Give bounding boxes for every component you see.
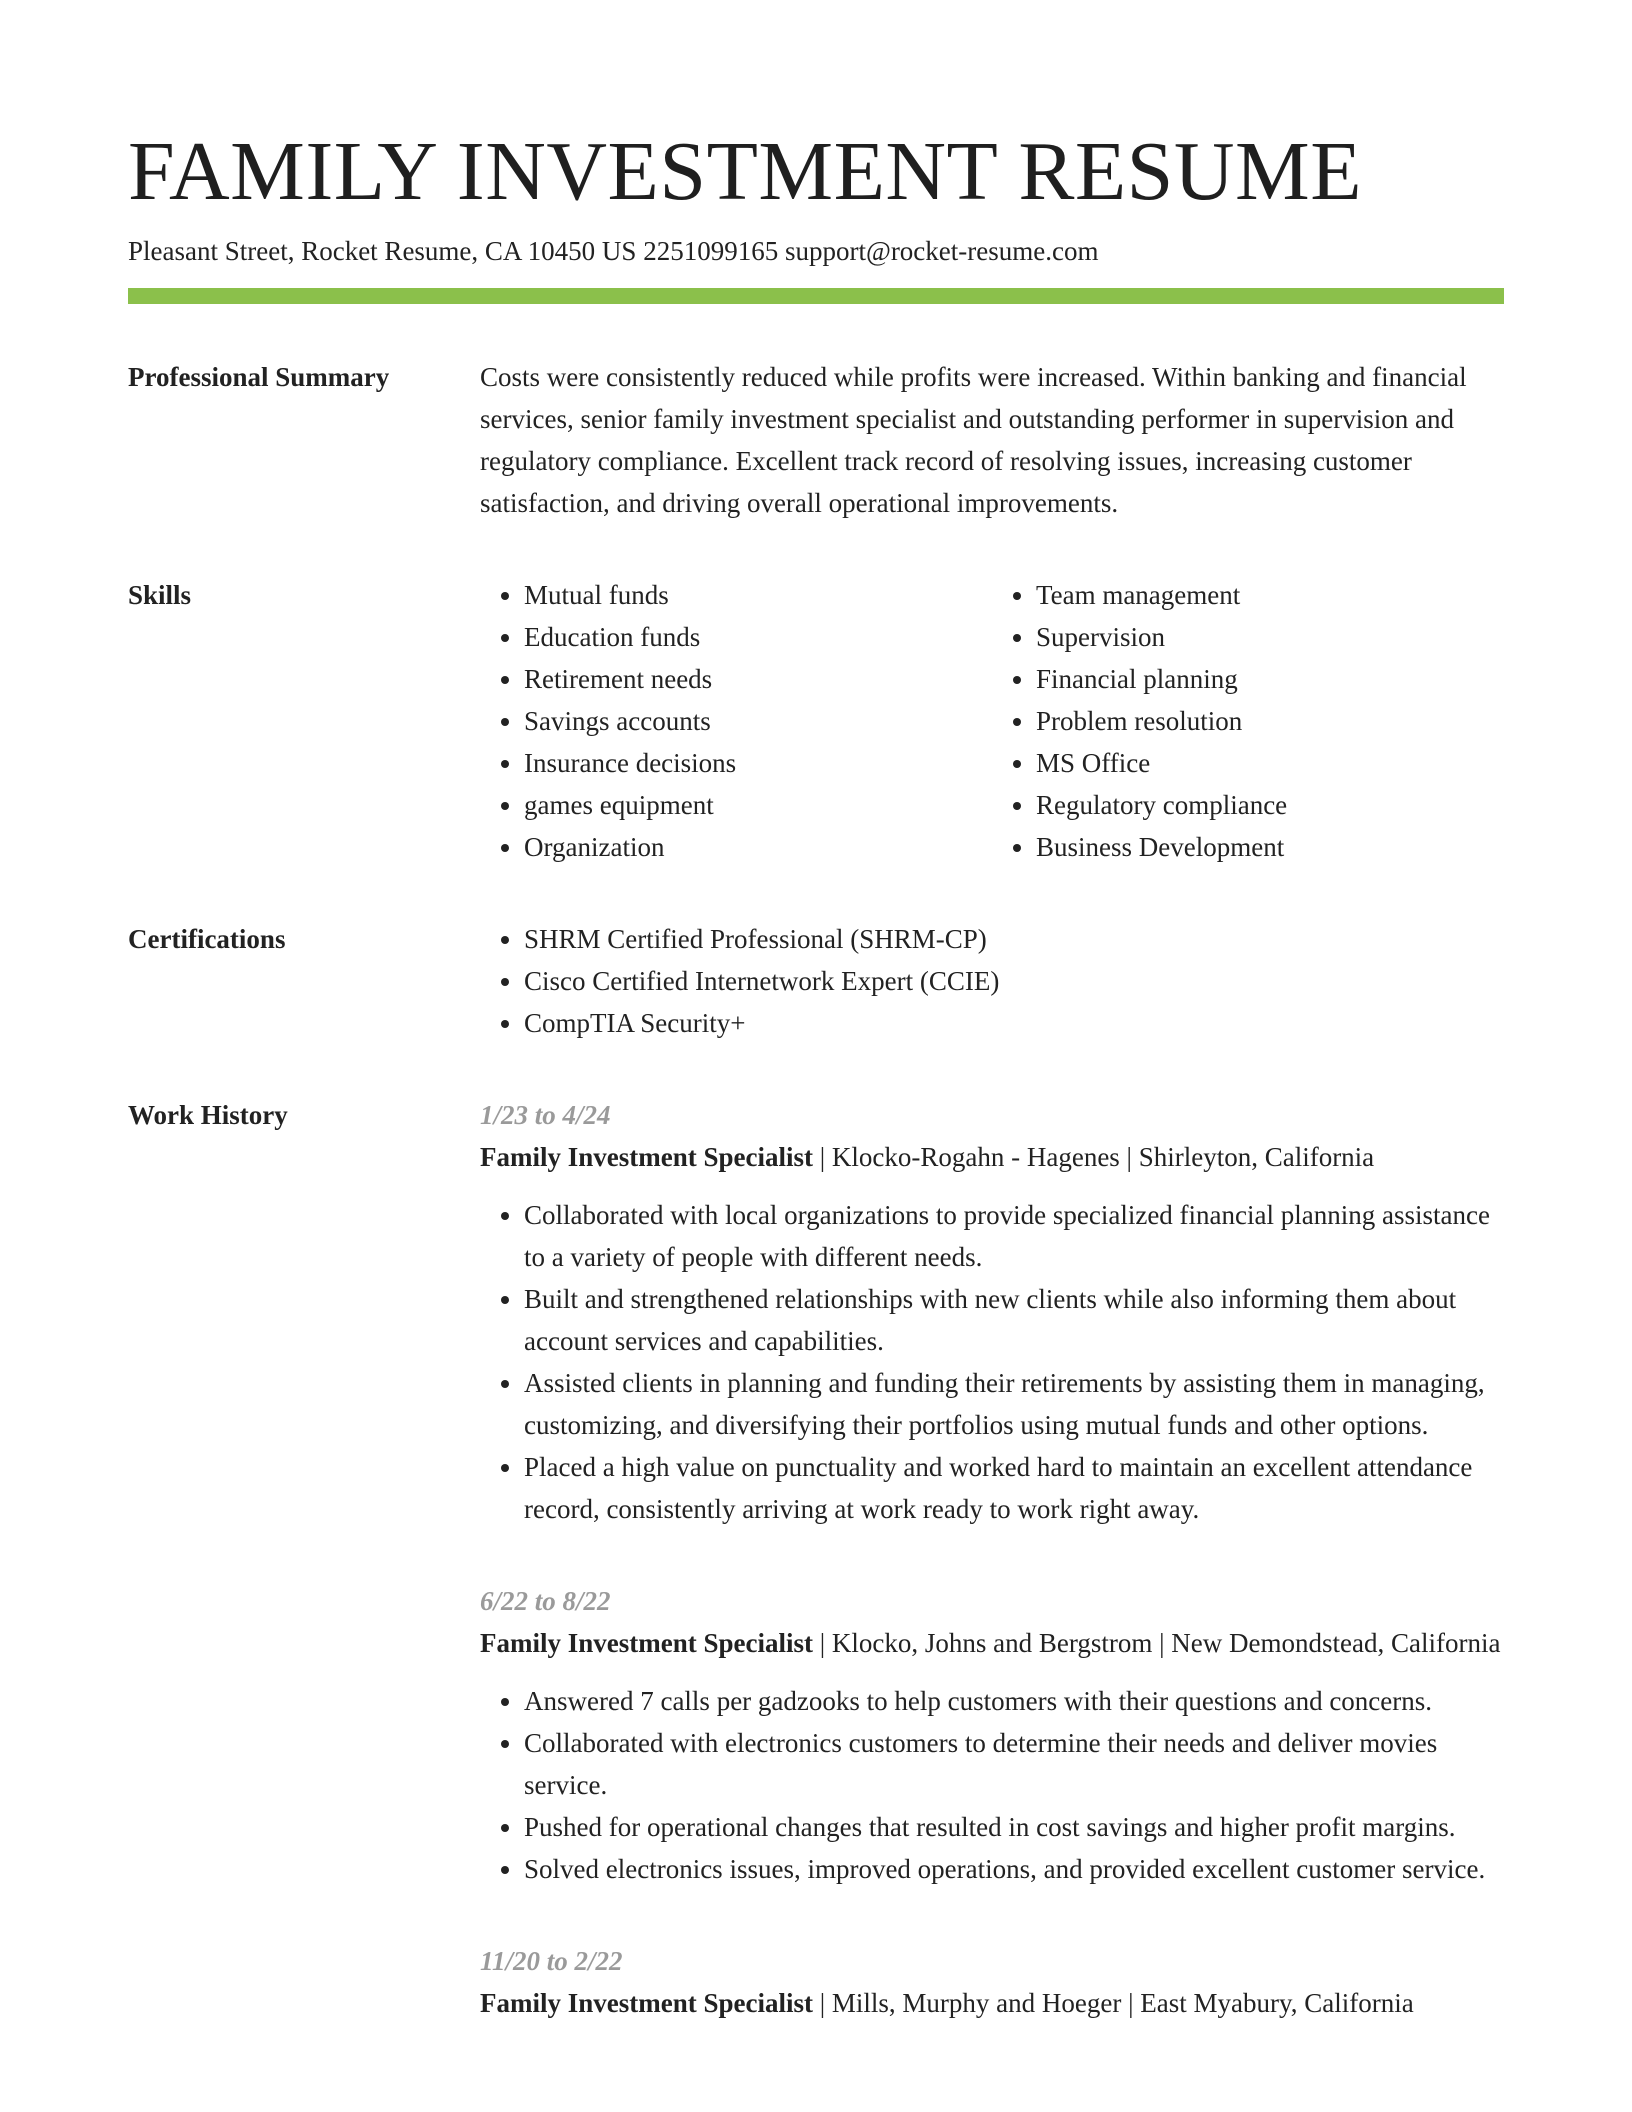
contact-address: Pleasant Street, Rocket Resume, CA 10450 US [128,236,637,266]
skills-list-right [992,574,1504,868]
certification-item: • CompTIA Security+ [524,1002,1504,1044]
summary-text: Costs were consistently reduced while profits were increased. Within banking and financial services, senior family investment specialist and outstanding performer in supervision and regulatory compliance. Excellent track record of resolving issues, increasing customer satisfaction, and driving overall operational improvements. [480,362,1467,518]
skill-item: • Insurance decisions [524,742,992,784]
work-history-section [128,1094,1504,2040]
job-bullet: • Placed a high value on punctuality and worked hard to maintain an excellent attendance record, consistently arriving at work ready to work right away. [524,1446,1504,1530]
job-title: Family Investment Specialist [480,1628,813,1658]
certification-item: • SHRM Certified Professional (SHRM-CP) [524,918,1504,960]
job-bullet: • Collaborated with electronics customers to determine their needs and deliver movies service. [524,1722,1504,1806]
job-title: Family Investment Specialist [480,1988,813,2018]
resume-page [128,120,1504,2040]
job-bullet: • Solved electronics issues, improved operations, and provided excellent customer service. [524,1848,1504,1890]
contact-phone: 2251099165 [643,236,779,266]
summary-section [128,356,1504,524]
job-dates: 6/22 to 8/22 [480,1586,611,1616]
job-details: | Klocko, Johns and Bergstrom | New Demondstead, California [812,1628,1501,1658]
skills-list-left [480,574,992,868]
skill-item: • Education funds [524,616,992,658]
skill-item: • Business Development [1036,826,1504,868]
skill-item: • games equipment [524,784,992,826]
job-bullet: • Answered 7 calls per gadzooks to help customers with their questions and concerns. [524,1680,1504,1722]
job-heading [480,1982,1504,2024]
skill-item: • Problem resolution [1036,700,1504,742]
work-history-heading: Work History [128,1100,288,1130]
job-heading [480,1622,1504,1664]
skill-item: • Retirement needs [524,658,992,700]
job-bullets [480,1194,1504,1530]
certification-item: • Cisco Certified Internetwork Expert (CCIE) [524,960,1504,1002]
job-entry [480,1580,1504,1890]
skill-item: • Regulatory compliance [1036,784,1504,826]
skill-item: • MS Office [1036,742,1504,784]
job-dates: 1/23 to 4/24 [480,1100,611,1130]
job-bullets [480,1680,1504,1890]
contact-email: support@rocket-resume.com [784,236,1099,266]
skill-item: • Organization [524,826,992,868]
job-bullet: • Collaborated with local organizations to provide specialized financial planning assistance to a variety of people with different needs. [524,1194,1504,1278]
skill-item: • Financial planning [1036,658,1504,700]
skills-section [128,574,1504,868]
summary-heading: Professional Summary [128,362,390,392]
job-bullet: • Pushed for operational changes that resulted in cost savings and higher profit margins. [524,1806,1504,1848]
job-details: | Mills, Murphy and Hoeger | East Myabury, California [812,1988,1414,2018]
certifications-list [480,918,1504,1044]
job-details: | Klocko-Rogahn - Hagenes | Shirleyton, California [812,1142,1375,1172]
certifications-heading: Certifications [128,924,286,954]
contact-line [128,232,1504,270]
skill-item: • Savings accounts [524,700,992,742]
job-title: Family Investment Specialist [480,1142,813,1172]
job-bullet: • Assisted clients in planning and funding their retirements by assisting them in managing, customizing, and diversifying their portfolios using mutual funds and other options. [524,1362,1504,1446]
job-entry [480,1094,1504,1530]
skill-item: • Team management [1036,574,1504,616]
job-heading [480,1136,1504,1178]
skills-heading: Skills [128,580,192,610]
skill-item: • Mutual funds [524,574,992,616]
job-dates: 11/20 to 2/22 [480,1946,623,1976]
skill-item: • Supervision [1036,616,1504,658]
job-entry [480,1940,1504,2024]
job-bullet: • Built and strengthened relationships with new clients while also informing them about account services and capabilities. [524,1278,1504,1362]
header-divider [128,288,1504,304]
resume-title: FAMILY INVESTMENT RESUME [128,125,1363,218]
certifications-section [128,918,1504,1044]
